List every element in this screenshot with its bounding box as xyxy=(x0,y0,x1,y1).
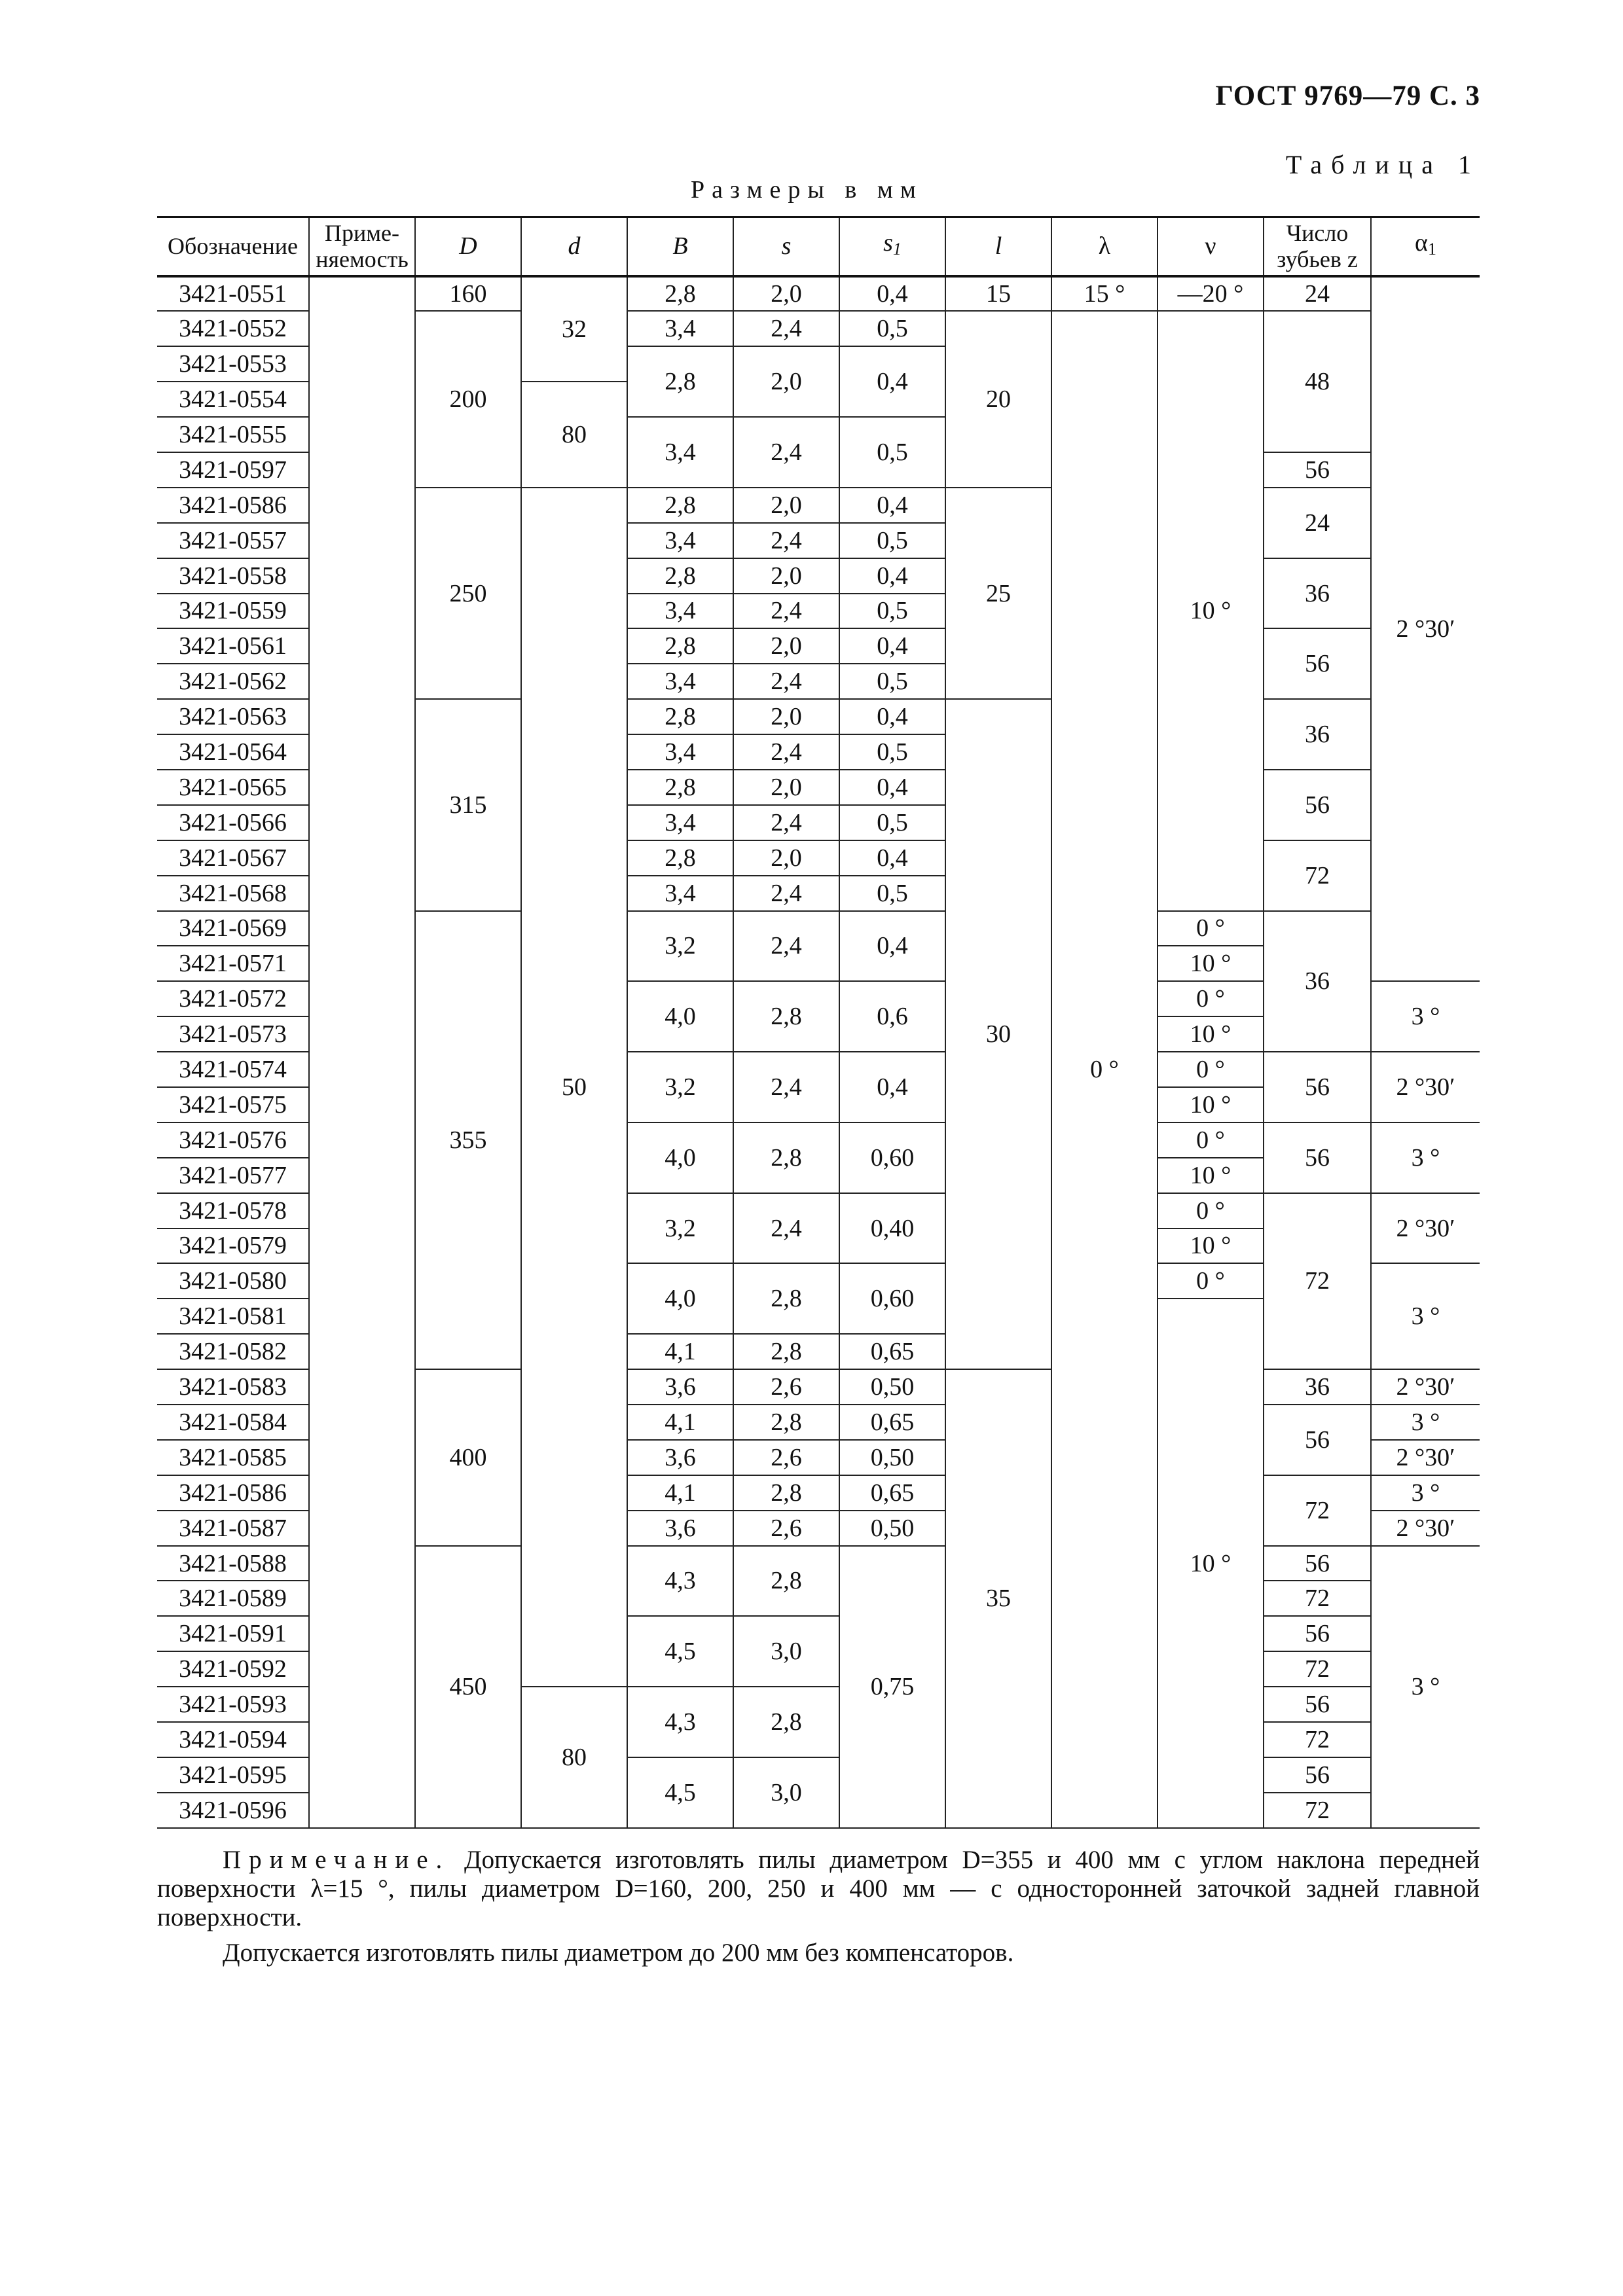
cell-designation: 3421-0595 xyxy=(157,1757,309,1793)
cell-alpha1: 3 ° xyxy=(1371,1122,1480,1193)
cell-designation: 3421-0594 xyxy=(157,1722,309,1757)
col-header-d: d xyxy=(521,217,627,276)
cell-B: 2,8 xyxy=(627,840,733,876)
col-header-B: B xyxy=(627,217,733,276)
cell-teeth: 56 xyxy=(1264,1546,1371,1581)
cell-D: 160 xyxy=(415,276,521,312)
cell-designation: 3421-0585 xyxy=(157,1440,309,1475)
cell-s: 2,6 xyxy=(733,1511,839,1546)
cell-teeth: 56 xyxy=(1264,1405,1371,1475)
cell-D: 250 xyxy=(415,488,521,699)
col-header-D: D xyxy=(415,217,521,276)
cell-s1: 0,40 xyxy=(839,1193,945,1264)
cell-designation: 3421-0589 xyxy=(157,1581,309,1616)
cell-lambda: 15 ° xyxy=(1051,276,1158,312)
cell-s: 2,8 xyxy=(733,1334,839,1369)
cell-B: 4,3 xyxy=(627,1687,733,1757)
cell-D: 450 xyxy=(415,1546,521,1828)
cell-teeth: 24 xyxy=(1264,488,1371,558)
cell-s1: 0,50 xyxy=(839,1369,945,1405)
cell-B: 3,4 xyxy=(627,417,733,488)
col-header-teeth: Число зубьев z xyxy=(1264,217,1371,276)
cell-B: 2,8 xyxy=(627,558,733,594)
cell-designation: 3421-0581 xyxy=(157,1299,309,1334)
col-header-alpha1: $\alpha_1$ xyxy=(1371,217,1480,276)
cell-s: 2,6 xyxy=(733,1369,839,1405)
table-caption: Размеры в мм xyxy=(691,176,923,204)
cell-s: 2,8 xyxy=(733,981,839,1052)
cell-B: 3,2 xyxy=(627,1052,733,1122)
cell-s: 2,4 xyxy=(733,734,839,770)
cell-teeth: 56 xyxy=(1264,628,1371,699)
cell-B: 4,5 xyxy=(627,1616,733,1687)
cell-B: 4,1 xyxy=(627,1475,733,1511)
cell-s1: 0,50 xyxy=(839,1511,945,1546)
cell-B: 3,4 xyxy=(627,734,733,770)
cell-designation: 3421-0555 xyxy=(157,417,309,452)
cell-alpha1: 3 ° xyxy=(1371,1263,1480,1369)
cell-l: 35 xyxy=(945,1369,1051,1828)
cell-teeth: 56 xyxy=(1264,452,1371,488)
cell-designation: 3421-0576 xyxy=(157,1122,309,1158)
cell-alpha1: 3 ° xyxy=(1371,1546,1480,1828)
cell-applicability xyxy=(309,276,415,1828)
cell-s: 2,4 xyxy=(733,594,839,629)
cell-alpha1: 3 ° xyxy=(1371,1475,1480,1511)
cell-B: 3,6 xyxy=(627,1440,733,1475)
cell-designation: 3421-0553 xyxy=(157,346,309,382)
cell-s: 2,4 xyxy=(733,311,839,346)
cell-designation: 3421-0577 xyxy=(157,1158,309,1193)
cell-s1: 0,4 xyxy=(839,488,945,523)
cell-teeth: 72 xyxy=(1264,1475,1371,1546)
cell-B: 3,6 xyxy=(627,1369,733,1405)
cell-alpha1: 2 °30′ xyxy=(1371,1193,1480,1264)
cell-teeth: 36 xyxy=(1264,1369,1371,1405)
cell-B: 4,3 xyxy=(627,1546,733,1617)
cell-s1: 0,5 xyxy=(839,417,945,488)
cell-teeth: 48 xyxy=(1264,311,1371,452)
cell-designation: 3421-0552 xyxy=(157,311,309,346)
cell-designation: 3421-0580 xyxy=(157,1263,309,1299)
cell-designation: 3421-0584 xyxy=(157,1405,309,1440)
cell-l: 30 xyxy=(945,699,1051,1369)
cell-s1: 0,65 xyxy=(839,1405,945,1440)
cell-B: 4,1 xyxy=(627,1405,733,1440)
cell-designation: 3421-0568 xyxy=(157,876,309,911)
cell-designation: 3421-0562 xyxy=(157,664,309,699)
cell-B: 3,2 xyxy=(627,1193,733,1264)
cell-s1: 0,60 xyxy=(839,1122,945,1193)
cell-d: 32 xyxy=(521,276,627,382)
cell-nu: 10 ° xyxy=(1158,1299,1264,1827)
cell-teeth: 24 xyxy=(1264,276,1371,312)
cell-designation: 3421-0574 xyxy=(157,1052,309,1087)
cell-B: 2,8 xyxy=(627,346,733,417)
cell-d: 80 xyxy=(521,1687,627,1828)
cell-s1: 0,4 xyxy=(839,699,945,734)
cell-B: 3,4 xyxy=(627,664,733,699)
cell-s1: 0,5 xyxy=(839,523,945,558)
cell-s1: 0,5 xyxy=(839,594,945,629)
cell-designation: 3421-0563 xyxy=(157,699,309,734)
cell-B: 3,6 xyxy=(627,1511,733,1546)
cell-l: 20 xyxy=(945,311,1051,487)
cell-teeth: 56 xyxy=(1264,770,1371,840)
cell-alpha1: 2 °30′ xyxy=(1371,1369,1480,1405)
cell-s: 2,4 xyxy=(733,1193,839,1264)
cell-B: 4,5 xyxy=(627,1757,733,1828)
cell-nu: 0 ° xyxy=(1158,911,1264,946)
table-number: Таблица 1 xyxy=(1285,150,1480,179)
col-header-lambda: λ xyxy=(1051,217,1158,276)
cell-s: 2,4 xyxy=(733,417,839,488)
cell-s: 2,0 xyxy=(733,488,839,523)
cell-teeth: 72 xyxy=(1264,1722,1371,1757)
cell-teeth: 56 xyxy=(1264,1052,1371,1122)
cell-nu: 0 ° xyxy=(1158,981,1264,1016)
cell-B: 4,0 xyxy=(627,1263,733,1334)
cell-teeth: 72 xyxy=(1264,1193,1371,1369)
cell-lambda: 0 ° xyxy=(1051,311,1158,1827)
cell-designation: 3421-0565 xyxy=(157,770,309,805)
cell-designation: 3421-0593 xyxy=(157,1687,309,1722)
cell-alpha1: 3 ° xyxy=(1371,981,1480,1052)
cell-alpha1: 2 °30′ xyxy=(1371,1511,1480,1546)
cell-D: 400 xyxy=(415,1369,521,1545)
cell-B: 2,8 xyxy=(627,699,733,734)
cell-designation: 3421-0587 xyxy=(157,1511,309,1546)
cell-teeth: 56 xyxy=(1264,1757,1371,1793)
cell-s: 2,0 xyxy=(733,346,839,417)
cell-designation: 3421-0596 xyxy=(157,1793,309,1828)
cell-s: 2,4 xyxy=(733,523,839,558)
cell-teeth: 72 xyxy=(1264,1581,1371,1616)
cell-designation: 3421-0578 xyxy=(157,1193,309,1229)
col-header-s: s xyxy=(733,217,839,276)
cell-designation: 3421-0567 xyxy=(157,840,309,876)
cell-s1: 0,4 xyxy=(839,840,945,876)
cell-s: 2,0 xyxy=(733,840,839,876)
col-header-s1: $s_1$ xyxy=(839,217,945,276)
cell-designation: 3421-0566 xyxy=(157,805,309,840)
cell-D: 315 xyxy=(415,699,521,910)
cell-nu: 0 ° xyxy=(1158,1193,1264,1229)
col-header-nu: ν xyxy=(1158,217,1264,276)
note-label: Примечание. xyxy=(223,1846,450,1874)
cell-s1: 0,65 xyxy=(839,1334,945,1369)
cell-teeth: 56 xyxy=(1264,1122,1371,1193)
cell-nu: 10 ° xyxy=(1158,311,1264,910)
cell-designation: 3421-0572 xyxy=(157,981,309,1016)
cell-teeth: 36 xyxy=(1264,911,1371,1052)
cell-s1: 0,4 xyxy=(839,911,945,982)
cell-B: 3,4 xyxy=(627,594,733,629)
cell-nu: 10 ° xyxy=(1158,1016,1264,1052)
cell-designation: 3421-0597 xyxy=(157,452,309,488)
cell-s1: 0,5 xyxy=(839,876,945,911)
cell-s1: 0,5 xyxy=(839,805,945,840)
cell-s: 2,4 xyxy=(733,1052,839,1122)
cell-B: 2,8 xyxy=(627,488,733,523)
cell-B: 4,0 xyxy=(627,981,733,1052)
cell-designation: 3421-0591 xyxy=(157,1616,309,1651)
cell-B: 4,0 xyxy=(627,1122,733,1193)
cell-s1: 0,50 xyxy=(839,1440,945,1475)
cell-s: 2,4 xyxy=(733,876,839,911)
cell-s: 2,8 xyxy=(733,1475,839,1511)
cell-s1: 0,4 xyxy=(839,628,945,664)
col-header-designation: Обозначение xyxy=(157,217,309,276)
cell-designation: 3421-0573 xyxy=(157,1016,309,1052)
cell-s1: 0,4 xyxy=(839,770,945,805)
cell-nu: 10 ° xyxy=(1158,1087,1264,1122)
cell-l: 15 xyxy=(945,276,1051,312)
cell-s: 3,0 xyxy=(733,1757,839,1828)
cell-alpha1: 3 ° xyxy=(1371,1405,1480,1440)
cell-nu: 10 ° xyxy=(1158,1158,1264,1193)
cell-designation: 3421-0586 xyxy=(157,488,309,523)
cell-B: 2,8 xyxy=(627,770,733,805)
cell-s: 2,0 xyxy=(733,699,839,734)
cell-nu: 10 ° xyxy=(1158,1229,1264,1264)
cell-s1: 0,4 xyxy=(839,1052,945,1122)
cell-s1: 0,4 xyxy=(839,276,945,312)
cell-B: 3,2 xyxy=(627,911,733,982)
cell-d: 80 xyxy=(521,382,627,488)
cell-designation: 3421-0558 xyxy=(157,558,309,594)
cell-s: 2,8 xyxy=(733,1546,839,1617)
cell-s1: 0,6 xyxy=(839,981,945,1052)
cell-D: 200 xyxy=(415,311,521,487)
cell-s: 2,0 xyxy=(733,628,839,664)
col-header-l: l xyxy=(945,217,1051,276)
note-text: Допускается изготовлять пилы диаметром D=355 и 400 мм с углом наклона передней поверхности λ=15 °, пилы диаметром D=160, 200, 250 и 400 мм — с односторонней заточкой задней главной поверхности. xyxy=(157,1846,1480,1931)
cell-B: 2,8 xyxy=(627,628,733,664)
cell-teeth: 56 xyxy=(1264,1687,1371,1722)
cell-s1: 0,4 xyxy=(839,346,945,417)
col-header-applicability: Приме- няемость xyxy=(309,217,415,276)
cell-s1: 0,5 xyxy=(839,311,945,346)
cell-B: 3,4 xyxy=(627,311,733,346)
dimensions-table xyxy=(157,216,1480,1829)
cell-designation: 3421-0569 xyxy=(157,911,309,946)
cell-designation: 3421-0557 xyxy=(157,523,309,558)
cell-designation: 3421-0559 xyxy=(157,594,309,629)
cell-alpha1: 2 °30′ xyxy=(1371,1440,1480,1475)
cell-s: 2,8 xyxy=(733,1687,839,1757)
cell-designation: 3421-0588 xyxy=(157,1546,309,1581)
cell-designation: 3421-0575 xyxy=(157,1087,309,1122)
cell-designation: 3421-0592 xyxy=(157,1651,309,1687)
cell-teeth: 36 xyxy=(1264,699,1371,770)
table-row xyxy=(157,276,1480,312)
cell-d: 50 xyxy=(521,488,627,1687)
note-paragraph xyxy=(157,1846,1480,1932)
cell-nu: 0 ° xyxy=(1158,1263,1264,1299)
cell-s: 2,0 xyxy=(733,558,839,594)
cell-s1: 0,65 xyxy=(839,1475,945,1511)
cell-s: 2,4 xyxy=(733,664,839,699)
cell-s: 2,0 xyxy=(733,770,839,805)
cell-teeth: 72 xyxy=(1264,1793,1371,1828)
cell-s1: 0,60 xyxy=(839,1263,945,1334)
cell-nu: 0 ° xyxy=(1158,1052,1264,1087)
cell-designation: 3421-0551 xyxy=(157,276,309,312)
cell-s1: 0,5 xyxy=(839,734,945,770)
cell-teeth: 36 xyxy=(1264,558,1371,629)
cell-s1: 0,4 xyxy=(839,558,945,594)
cell-designation: 3421-0583 xyxy=(157,1369,309,1405)
cell-alpha1: 2 °30′ xyxy=(1371,276,1480,982)
cell-teeth: 56 xyxy=(1264,1616,1371,1651)
table-header-row xyxy=(157,217,1480,276)
cell-s: 2,4 xyxy=(733,805,839,840)
cell-l: 25 xyxy=(945,488,1051,699)
cell-B: 3,4 xyxy=(627,523,733,558)
cell-designation: 3421-0582 xyxy=(157,1334,309,1369)
table-note xyxy=(157,1846,1480,1967)
cell-D: 355 xyxy=(415,911,521,1370)
cell-s: 2,8 xyxy=(733,1263,839,1334)
cell-s: 2,8 xyxy=(733,1405,839,1440)
cell-B: 3,4 xyxy=(627,876,733,911)
note-paragraph-2: Допускается изготовлять пилы диаметром до 200 мм без компенсаторов. xyxy=(223,1939,1014,1967)
cell-teeth: 72 xyxy=(1264,840,1371,911)
cell-s: 2,4 xyxy=(733,911,839,982)
cell-nu: —20 ° xyxy=(1158,276,1264,312)
cell-designation: 3421-0554 xyxy=(157,382,309,417)
cell-B: 4,1 xyxy=(627,1334,733,1369)
cell-designation: 3421-0586 xyxy=(157,1475,309,1511)
cell-B: 3,4 xyxy=(627,805,733,840)
cell-designation: 3421-0579 xyxy=(157,1229,309,1264)
cell-teeth: 72 xyxy=(1264,1651,1371,1687)
cell-B: 2,8 xyxy=(627,276,733,312)
cell-designation: 3421-0571 xyxy=(157,946,309,981)
cell-designation: 3421-0564 xyxy=(157,734,309,770)
cell-s: 2,8 xyxy=(733,1122,839,1193)
cell-s: 2,6 xyxy=(733,1440,839,1475)
page-header: ГОСТ 9769—79 С. 3 xyxy=(1215,81,1480,111)
cell-s: 3,0 xyxy=(733,1616,839,1687)
cell-s1: 0,5 xyxy=(839,664,945,699)
cell-nu: 10 ° xyxy=(1158,946,1264,981)
cell-designation: 3421-0561 xyxy=(157,628,309,664)
cell-s: 2,0 xyxy=(733,276,839,312)
cell-nu: 0 ° xyxy=(1158,1122,1264,1158)
cell-s1: 0,75 xyxy=(839,1546,945,1828)
cell-alpha1: 2 °30′ xyxy=(1371,1052,1480,1122)
